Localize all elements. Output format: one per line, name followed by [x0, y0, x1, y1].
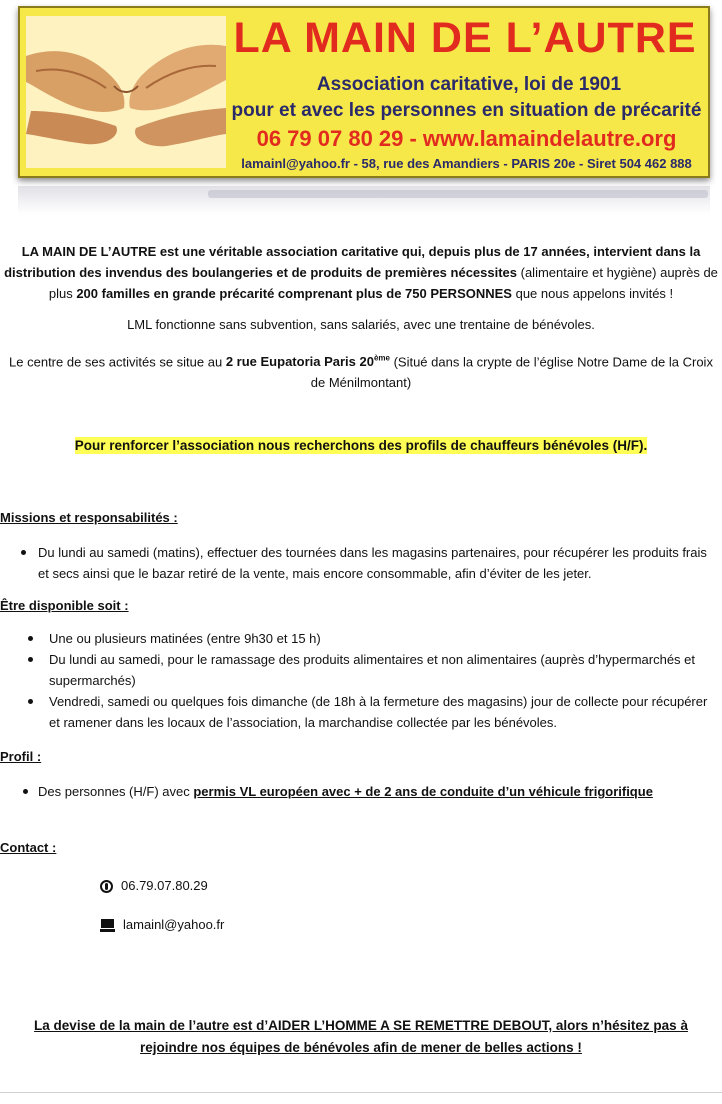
- intro-bold-3: 200 familles en grande précarité comprenant plus de 750 PERSONNES: [76, 286, 512, 301]
- intro-text-2: (alimentaire et hygiène) auprès de plus: [48, 265, 718, 301]
- bullet-icon: [28, 657, 33, 662]
- profile-text: Des personnes (H/F) avec: [38, 784, 194, 799]
- list-item: [38, 542, 708, 584]
- intro-paragraph: [4, 241, 718, 304]
- centre-sup: ème: [373, 354, 390, 363]
- bottom-divider: [0, 1092, 722, 1093]
- bullet-icon: [21, 550, 26, 555]
- list-item-text: Vendredi, samedi ou quelques fois dimanche (de 18h à la fermeture des magasins) jour de collecte pour récupérer et ramener dans les locaux de l’association, la marchandise collectée par les bénévoles.: [49, 694, 708, 730]
- contact-phone-text[interactable]: 06.79.07.80.29: [121, 878, 208, 893]
- banner-reflection: [18, 186, 710, 214]
- bullet-icon: [28, 699, 33, 704]
- profile-list: [38, 781, 718, 802]
- intro-text-4: que nous appelons invités !: [511, 286, 674, 301]
- motto-line-2: rejoindre nos équipes de bénévoles afin de mener de belles actions !: [140, 1040, 582, 1055]
- computer-icon: [100, 919, 115, 932]
- profile-requirement: permis VL européen avec + de 2 ans de conduite d’un véhicule frigorifique: [193, 784, 653, 799]
- centre-address-text: 2 rue Eupatoria Paris 20: [225, 354, 374, 370]
- availability-title: Être disponible soit :: [0, 598, 129, 613]
- list-item-text: Une ou plusieurs matinées (entre 9h30 et 15 h): [49, 631, 321, 646]
- availability-list: [49, 628, 709, 733]
- bullet-icon: [28, 636, 33, 641]
- lml-paragraph: LML fonctionne sans subvention, sans salariés, avec une trentaine de bénévoles.: [127, 317, 595, 332]
- centre-paragraph: [4, 348, 718, 393]
- missions-list: [38, 542, 708, 584]
- centre-text-1: Le centre de ses activités se situe au: [9, 354, 226, 370]
- banner-address: lamainl@yahoo.fr - 58, rue des Amandiers - PARIS 20e - Siret 504 462 888: [241, 156, 692, 171]
- banner-phone-web: 06 79 07 80 29 - www.lamaindelautre.org: [256, 126, 677, 151]
- missions-title: Missions et responsabilités :: [0, 510, 178, 525]
- banner-subtitle: Association caritative, loi de 1901: [316, 74, 622, 95]
- centre-address: [226, 354, 390, 369]
- hands-icon: [26, 16, 226, 168]
- recruitment-highlight: Pour renforcer l’association nous recherchons des profils de chauffeurs bénévoles (H/F).: [74, 438, 648, 453]
- contact-title: Contact :: [0, 840, 57, 855]
- bullet-icon: [23, 789, 28, 794]
- contact-email-text[interactable]: lamainl@yahoo.fr: [123, 917, 225, 932]
- reflection-ghost: [208, 190, 708, 198]
- hands-illustration: [26, 16, 226, 168]
- header-banner: [0, 0, 722, 215]
- list-item-text: Du lundi au samedi (matins), effectuer des tournées dans les magasins partenaires, pour récupérer les produits frais et secs ainsi que le bazar retiré de la vente, mais encore consommable, afin d’éviter de les jeter.: [38, 545, 707, 581]
- contact-email: [100, 916, 224, 934]
- banner-tagline: pour et avec les personnes en situation de précarité: [231, 100, 702, 121]
- intro-bold-1: LA MAIN DE L’AUTRE est une véritable association caritative qui, depuis plus de 17 années, intervient dans la distribution des invendus des boulangeries et de produits de premières nécessites: [4, 244, 701, 280]
- list-item: [49, 691, 709, 733]
- banner-title: LA MAIN DE L’AUTRE: [233, 14, 697, 62]
- list-item: [38, 781, 718, 802]
- profile-title: Profil :: [0, 749, 42, 764]
- motto-line-1: La devise de la main de l’autre est d’AIDER L’HOMME A SE REMETTRE DEBOUT, alors n’hésitez pas à: [34, 1018, 688, 1033]
- motto: [0, 1015, 722, 1059]
- recruitment-callout: [0, 437, 722, 455]
- phone-icon: [100, 880, 113, 893]
- list-item: [49, 649, 709, 691]
- contact-phone: [100, 877, 208, 895]
- list-item: [49, 628, 709, 649]
- banner-box: [18, 6, 710, 178]
- centre-text-2: (Situé dans la crypte de l’église Notre Dame de la Croix de Ménilmontant): [310, 354, 713, 391]
- list-item-text: Du lundi au samedi, pour le ramassage des produits alimentaires et non alimentaires (auprès d’hypermarchés et supermarchés): [49, 652, 696, 688]
